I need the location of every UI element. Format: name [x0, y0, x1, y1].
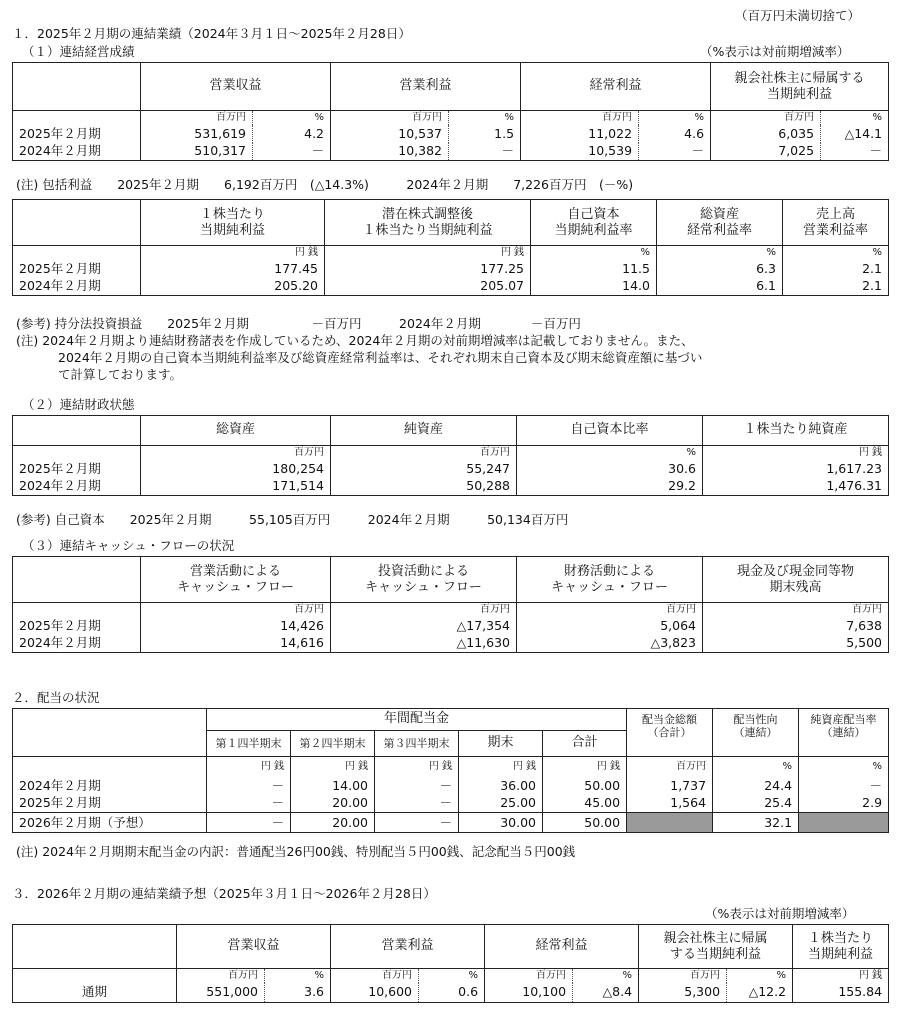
header-roe: 自己資本 当期純利益率	[531, 200, 657, 246]
table-row: 2024年２月期 510,317 － 10,382 － 10,539 － 7,025 －	[13, 143, 889, 161]
shaded-cell	[799, 813, 889, 833]
section-2-title: ２．配当の状況	[12, 690, 100, 705]
header-ordinary-income: 経常利益	[521, 63, 711, 111]
unit-cell: 百万円	[412, 111, 443, 123]
header-total-dividend: 配当金総額 （合計）	[627, 709, 713, 757]
table-row: 2024年２月期 － 14.00 － 36.00 50.00 1,737 24.4 －	[13, 777, 889, 795]
dividend-table: 年間配当金 配当金総額 （合計） 配当性向 （連結） 純資産配当率 （連結） 第１四半期末 第２四半期末 第３四半期末 期末 合計 円 銭 円 銭 円 銭 円 銭 円 銭 百万円 % % 2024年２月期 － 14.00 － 36.00 50.00 1,737 24.4 － 2025年２月期 － 20.00 － 25.00 45.00 1,564 25.4 2.9 2026年２月期（予想） － 20.00 － 30.00 50.00 32.1	[12, 708, 889, 833]
unit-cell: %	[253, 111, 331, 125]
header-operating-income: 営業利益	[331, 63, 521, 111]
forecast-change-note: （%表示は対前期増減率）	[705, 906, 855, 921]
table-row: 2024年２月期 14,616 △11,630 △3,823 5,500	[13, 635, 889, 653]
header-annual-dividend: 年間配当金	[207, 709, 627, 731]
header-bps: １株当たり純資産	[703, 416, 889, 446]
unit-cell: 百万円	[784, 111, 815, 123]
header-equity-ratio: 自己資本比率	[517, 416, 703, 446]
table-row: 2026年２月期（予想） － 20.00 － 30.00 50.00 32.1	[13, 813, 889, 833]
header-fc-revenue: 営業収益	[177, 925, 331, 969]
unit-note: （百万円未満切捨て）	[735, 8, 861, 23]
subsection-3-title: （３）連結キャッシュ・フローの状況	[22, 538, 235, 553]
dividend-note: (注) 2024年２月期期末配当金の内訳：普通配当26円00銭、特別配当５円00銭、記念配当５円00銭	[16, 844, 576, 859]
forecast-table: 営業収益 営業利益 経常利益 親会社株主に帰属 する当期純利益 １株当たり 当期純利益 百万円 % 百万円 % 百万円 % 百万円 % 円 銭 通期 551,000 3.6 10,600 0.6 10,100 △8.4 5,300 △12.2 155.84	[12, 924, 889, 1003]
table-row: 2024年２月期 205.20 205.07 14.0 6.1 2.1	[13, 278, 889, 296]
results-table	[12, 62, 889, 161]
unit-cell: 百万円	[602, 111, 633, 123]
unit-cell: %	[639, 111, 711, 125]
header-year-end: 期末	[459, 731, 543, 757]
section-3-title: ３．2026年２月期の連結業績予想（2025年３月１日～2026年２月28日）	[12, 886, 436, 901]
footnote-line: (注) 2024年２月期より連結財務諸表を作成しているため、2024年２月期の対前期増減率は記載しておりません。また、	[16, 333, 694, 348]
header-operating-revenue: 営業収益	[141, 63, 331, 111]
change-rate-note: （%表示は対前期増減率）	[700, 44, 850, 59]
header-fc-op-income: 営業利益	[331, 925, 485, 969]
unit-cell: %	[821, 111, 889, 125]
header-q2: 第２四半期末	[291, 731, 375, 757]
header-q1: 第１四半期末	[207, 731, 291, 757]
header-total: 合計	[543, 731, 627, 757]
equity-method-note: (参考) 持分法投資損益 2025年２月期 －百万円 2024年２月期 －百万円	[16, 316, 581, 331]
table-row: 2025年２月期 180,254 55,247 30.6 1,617.23	[13, 460, 889, 478]
header-total-assets: 総資産	[141, 416, 331, 446]
shaded-cell	[627, 813, 713, 833]
header-eps: １株当たり 当期純利益	[141, 200, 325, 246]
table-row: 2025年２月期 177.45 177.25 11.5 6.3 2.1	[13, 260, 889, 278]
header-cash-end: 現金及び現金同等物 期末残高	[703, 557, 889, 603]
per-share-table: １株当たり 当期純利益 潜在株式調整後 １株当たり当期純利益 自己資本 当期純利益率 総資産 経常利益率 売上高 営業利益率 円 銭 円 銭 % % % 2025年２月期 177.45 177.25 11.5 6.3 2.1 2024年２月期 205.20 205.07 14.0 6.1 2.1	[12, 199, 889, 296]
header-op-margin: 売上高 営業利益率	[783, 200, 889, 246]
header-payout-ratio: 配当性向 （連結）	[713, 709, 799, 757]
subsection-1-title: （１）連結経営成績	[22, 44, 135, 59]
footnote-line: 2024年２月期の自己資本当期純利益率及び総資産経常利益率は、それぞれ期末自己資本及び期末総資産額に基づい	[58, 350, 703, 365]
unit-cell: 百万円	[141, 111, 253, 125]
table-row: 2025年２月期 14,426 △17,354 5,064 7,638	[13, 617, 889, 635]
header-roa: 総資産 経常利益率	[657, 200, 783, 246]
table-row: 2025年２月期 － 20.00 － 25.00 45.00 1,564 25.4 2.9	[13, 795, 889, 813]
header-q3: 第３四半期末	[375, 731, 459, 757]
financial-position-table: 総資産 純資産 自己資本比率 １株当たり純資産 百万円 百万円 % 円 銭 2025年２月期 180,254 55,247 30.6 1,617.23 2024年２月期 171,514 50,288 29.2 1,476.31	[12, 415, 889, 496]
header-fc-net-income: 親会社株主に帰属 する当期純利益	[639, 925, 793, 969]
subsection-2-title: （２）連結財政状態	[22, 397, 135, 412]
table-row: 通期 551,000 3.6 10,600 0.6 10,100 △8.4 5,300 △12.2 155.84	[13, 983, 889, 1003]
header-doe: 純資産配当率 （連結）	[799, 709, 889, 757]
header-diluted-eps: 潜在株式調整後 １株当たり当期純利益	[325, 200, 531, 246]
header-financing-cf: 財務活動による キャッシュ・フロー	[517, 557, 703, 603]
header-net-income: 親会社株主に帰属する 当期純利益	[711, 63, 889, 111]
header-fc-ordinary: 経常利益	[485, 925, 639, 969]
unit-cell: %	[449, 111, 521, 125]
header-net-assets: 純資産	[331, 416, 517, 446]
header-fc-eps: １株当たり 当期純利益	[793, 925, 889, 969]
header-investing-cf: 投資活動による キャッシュ・フロー	[331, 557, 517, 603]
comprehensive-income-note: (注) 包括利益 2025年２月期 6,192百万円 (△14.3%) 2024年２月期 7,226百万円 (－%)	[16, 177, 634, 192]
table-row: 2025年２月期 531,619 4.2 10,537 1.5 11,022 4.6 6,035 △14.1	[13, 125, 889, 143]
equity-ref-note: (参考) 自己資本 2025年２月期 55,105百万円 2024年２月期 50,134百万円	[16, 512, 569, 527]
header-operating-cf: 営業活動による キャッシュ・フロー	[141, 557, 331, 603]
footnote-line: て計算しております。	[58, 367, 183, 382]
section-1-title: １．2025年２月期の連結業績（2024年３月１日～2025年２月28日）	[12, 26, 411, 41]
cash-flow-table: 営業活動による キャッシュ・フロー 投資活動による キャッシュ・フロー 財務活動による キャッシュ・フロー 現金及び現金同等物 期末残高 百万円 百万円 百万円 百万円 2025年２月期 14,426 △17,354 5,064 7,638 2024年２月期 14,616 △11,630 △3,823 5,500	[12, 556, 889, 653]
table-row: 2024年２月期 171,514 50,288 29.2 1,476.31	[13, 478, 889, 496]
